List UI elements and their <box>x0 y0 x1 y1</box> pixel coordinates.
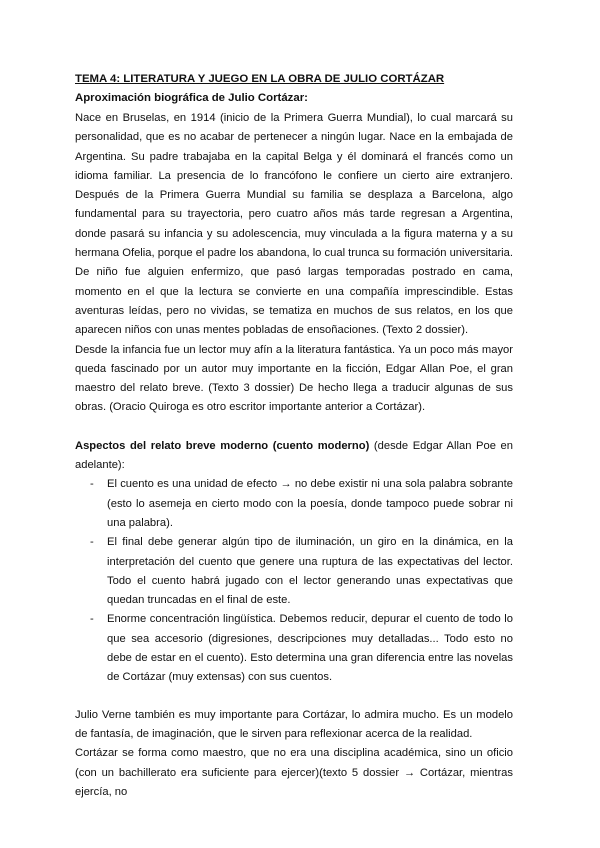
list-item <box>75 610 513 687</box>
paragraph-spacer <box>75 688 513 706</box>
list-item-text: El final debe generar algún tipo de iluminación, un giro en la dinámica, en la interpretación del cuento que genere una ruptura de las expectativas del lector. Todo el cuento habrá jugado con el lector generando unas expectativas que quedan truncadas en el final de este. <box>107 536 513 607</box>
list-dash-marker: - <box>90 613 94 626</box>
maestro-paragraph: Cortázar se forma como maestro, que no era una disciplina académica, sino un oficio (con un bachillerato era suficiente para ejercer)(texto 5 dossier → Cortázar, mientras ejercía, no <box>75 747 513 798</box>
bio-paragraph-1: Nace en Bruselas, en 1914 (inicio de la Primera Guerra Mundial), lo cual marcará su personalidad, que es no acabar de pertenecer a ningún lugar. Nace en la embajada de Argentina. Su padre trabajaba en la capital Belga y él dominará el francés como un idioma familiar. La presencia de lo francófono le confiere un cierto aire extranjero. Después de la Primera Guerra Mundial su familia se desplaza a Barcelona, algo fundamental para su trayectoria, pero cuatro años más tarde regresan a Argentina, donde pasará su infancia y su adolescencia, muy vinculada a la figura materna y a su hermana Ofelia, porque el padre los abandona, lo cual trunca su formación universitaria. De niño fue alguien enfermizo, que pasó largas temporadas postrado en cama, momento en el que la lectura se convierte en una compañía imprescindible. Estas aventuras leídas, pero no vividas, se tematiza en muchos de sus relatos, en los que aparecen niños con unas mentes pobladas de ensoñaciones. (Texto 2 dossier). <box>75 112 513 337</box>
verne-paragraph: Julio Verne también es muy importante para Cortázar, lo admira mucho. Es un modelo de fantasía, de imaginación, que le sirven para reflexionar acerca de la realidad. <box>75 708 513 740</box>
list-item <box>75 475 513 533</box>
list-item-text: Enorme concentración lingüística. Debemos reducir, depurar el cuento de todo lo que sea accesorio (digresiones, descripciones muy detalladas... Todo esto no debe de estar en el cuento). Esto determina una gran diferencia entre las novelas de Cortázar (muy extensas) con sus cuentos. <box>107 613 513 684</box>
list-item <box>75 533 513 610</box>
paragraph-spacer <box>75 418 513 437</box>
section-subtitle-biography: Aproximación biográfica de Julio Cortázar: <box>75 92 308 104</box>
document-title: TEMA 4: LITERATURA Y JUEGO EN LA OBRA DE JULIO CORTÁZAR <box>75 73 445 85</box>
list-dash-marker: - <box>90 478 94 491</box>
list-item-text: El cuento es una unidad de efecto → no debe existir ni una sola palabra sobrante (esto lo asemeja en cierto modo con la poesía, donde tampoco puede sobrar ni una palabra). <box>107 478 513 529</box>
bio-paragraph-2: Desde la infancia fue un lector muy afín a la literatura fantástica. Ya un poco más mayor queda fascinado por un autor muy importante en la ficción, Edgar Allan Poe, el gran maestro del relato breve. (Texto 3 dossier) De hecho llega a traducir algunas de sus obras. (Oracio Quiroga es otro escritor importante anterior a Cortázar). <box>75 343 513 414</box>
aspects-list <box>75 475 513 687</box>
aspects-heading-bold: Aspectos del relato breve moderno (cuento moderno) <box>75 439 370 452</box>
list-dash-marker: - <box>90 536 94 549</box>
aspects-heading <box>75 437 513 476</box>
aspects-heading-rest: (desde Edgar Allan Poe en adelante): <box>75 439 513 472</box>
